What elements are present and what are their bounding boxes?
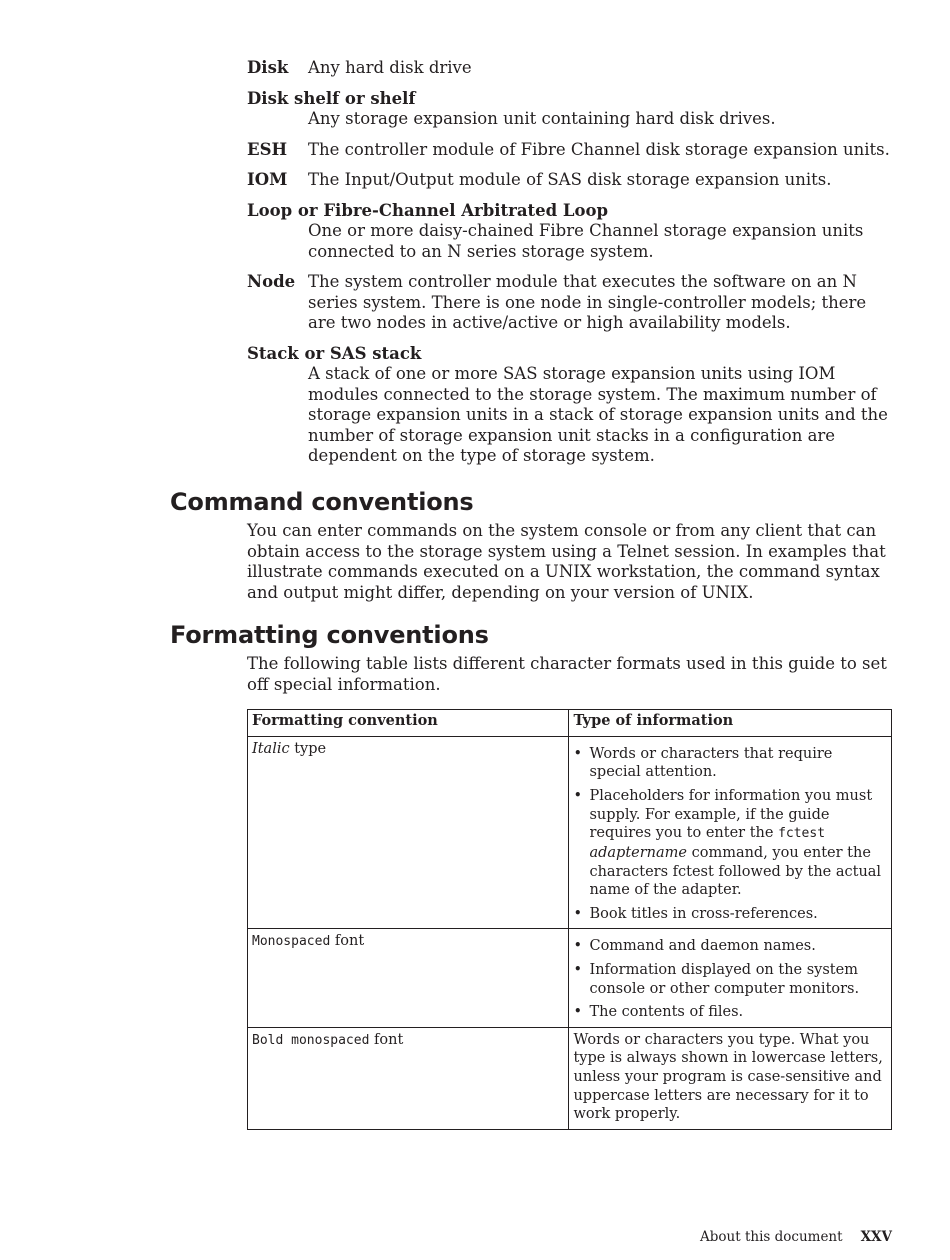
bullet-icon: • — [573, 1003, 583, 1020]
table-row — [248, 929, 892, 1027]
bullet-icon: • — [573, 787, 583, 804]
table-cell-convention — [248, 929, 569, 1027]
bullet-icon: • — [573, 905, 583, 922]
definition-description: The controller module of Fibre Channel disk storage expansion units. — [308, 139, 890, 159]
list-item-text-after: command, you enter the characters fctest followed by the actual name of the adapter. — [589, 844, 882, 899]
definition-term: ESH — [247, 139, 288, 159]
list-item — [573, 937, 886, 956]
placeholder-text: adaptername — [589, 844, 687, 861]
definition-disk — [247, 58, 892, 79]
list-item-text: Words or characters that require special attention. — [589, 745, 833, 781]
page-footer — [700, 1229, 892, 1245]
table-cell-convention — [248, 736, 569, 929]
definition-stack — [247, 344, 892, 467]
command-code: fctest — [778, 826, 826, 842]
footer-section-title: About this document — [700, 1229, 843, 1245]
definition-loop — [247, 201, 892, 263]
list-item — [573, 961, 886, 998]
bullet-list — [573, 937, 886, 1021]
list-item-text-before: Placeholders for information you must supply. For example, if the guide requires you to enter the — [589, 787, 873, 842]
convention-suffix: type — [289, 740, 327, 757]
page-number: XXV — [860, 1229, 892, 1245]
definition-term: Disk shelf or shelf — [247, 88, 416, 108]
table-row — [248, 736, 892, 929]
command-conventions-body: You can enter commands on the system console or from any client that can obtain access to the storage system using a Telnet session. In examples that illustrate commands executed on a UNIX workstation, the command syntax and output might differ, depending on your version of UNIX. — [247, 521, 886, 602]
formatting-conventions-table — [247, 709, 892, 1130]
definition-term: Node — [247, 272, 296, 291]
italic-sample: Italic — [252, 740, 290, 757]
list-item — [573, 1003, 886, 1022]
bullet-list — [573, 745, 886, 924]
table-header-cell: Type of information — [569, 710, 892, 737]
definition-description: Any storage expansion unit containing hard disk drives. — [308, 109, 776, 128]
definition-term: Loop or Fibre-Channel Arbitrated Loop — [247, 200, 609, 220]
definition-description: Any hard disk drive — [308, 58, 472, 77]
table-cell-info — [569, 736, 892, 929]
table-header-row — [248, 710, 892, 737]
definition-description: A stack of one or more SAS storage expansion units using IOM modules connected to the storage system. The maximum number of storage expansion units in a stack of storage expansion units and the number of storage expansion unit stacks in a configuration are dependent on the type of storage system. — [308, 364, 888, 465]
table-cell-convention — [248, 1027, 569, 1130]
definition-esh — [247, 140, 892, 161]
definition-term: Disk — [247, 58, 289, 77]
table-cell-info — [569, 929, 892, 1027]
table-cell-info: Words or characters you type. What you type is always shown in lowercase letters, unless your program is case-sensitive and uppercase letters are necessary for it to work properly. — [569, 1027, 892, 1130]
list-item — [573, 787, 886, 900]
list-item — [573, 745, 886, 782]
definition-term: IOM — [247, 170, 288, 189]
bold-monospace-sample: Bold monospaced — [252, 1032, 370, 1048]
definition-description: The system controller module that executes the software on an N series system. There is one node in single-controller models; there are two nodes in active/active or high availability models. — [308, 272, 867, 332]
convention-suffix: font — [330, 933, 365, 950]
bullet-icon: • — [573, 938, 583, 955]
formatting-conventions-heading: Formatting conventions — [170, 621, 489, 649]
definition-iom — [247, 170, 892, 191]
definition-description: One or more daisy-chained Fibre Channel storage expansion units connected to an N series storage system. — [308, 221, 864, 261]
table-row — [248, 1027, 892, 1130]
definition-disk-shelf — [247, 89, 892, 130]
list-item — [573, 905, 886, 924]
list-item-text: Information displayed on the system console or other computer monitors. — [589, 961, 860, 997]
bullet-icon: • — [573, 745, 583, 762]
definition-term: Stack or SAS stack — [247, 343, 422, 363]
list-item-text: Book titles in cross-references. — [589, 905, 818, 922]
command-conventions-heading: Command conventions — [170, 488, 474, 516]
definition-list — [247, 58, 892, 477]
formatting-conventions-body: The following table lists different character formats used in this guide to set off special information. — [247, 654, 887, 694]
convention-suffix: font — [369, 1031, 404, 1048]
list-item-text: The contents of files. — [589, 1003, 744, 1020]
definition-description: The Input/Output module of SAS disk storage expansion units. — [308, 170, 832, 189]
monospace-sample: Monospaced — [252, 934, 331, 950]
definition-node — [247, 272, 892, 334]
bullet-icon: • — [573, 961, 583, 978]
list-item-text: Command and daemon names. — [589, 938, 816, 955]
table-header-cell: Formatting convention — [248, 710, 569, 737]
